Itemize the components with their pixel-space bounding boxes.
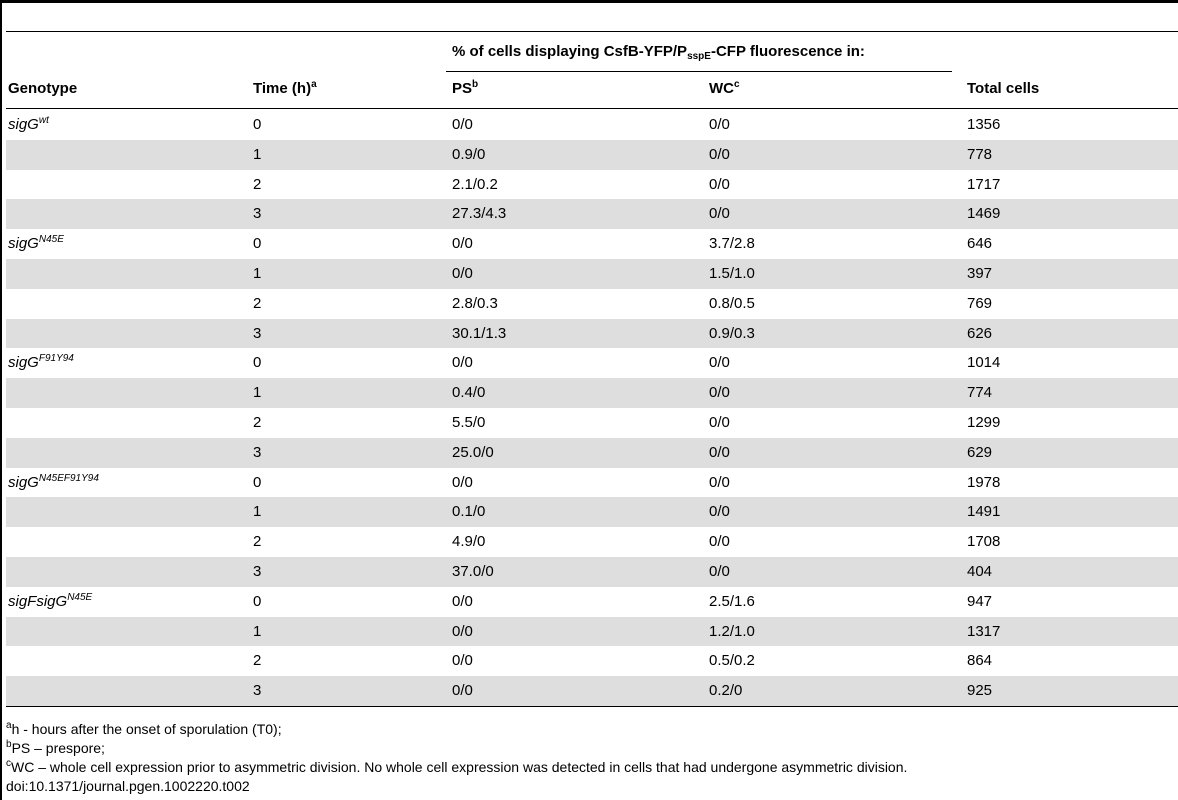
table-row bbox=[6, 289, 1178, 319]
time-cell: 1 bbox=[253, 145, 262, 163]
table-row bbox=[6, 170, 1178, 200]
genotype-sup: N45E bbox=[67, 591, 93, 603]
column-group-header bbox=[452, 43, 865, 61]
table-row bbox=[6, 438, 1178, 468]
genotype-base: sigG bbox=[8, 473, 39, 491]
genotype-cell bbox=[8, 235, 64, 253]
time-cell: 2 bbox=[253, 175, 262, 193]
ps-cell: 0/0 bbox=[452, 235, 473, 253]
ps-cell: 0/0 bbox=[452, 264, 473, 282]
footnotes bbox=[6, 720, 907, 796]
ps-cell: 0/0 bbox=[452, 682, 473, 700]
table-row bbox=[6, 259, 1178, 289]
time-cell: 2 bbox=[253, 294, 262, 312]
total-cell: 1978 bbox=[967, 473, 1001, 491]
table-bottom-rule bbox=[6, 706, 1178, 707]
footnote-mark: a bbox=[6, 720, 12, 731]
total-cell: 404 bbox=[967, 562, 993, 580]
genotype-base: sigG bbox=[8, 116, 39, 133]
total-cell: 397 bbox=[967, 264, 993, 282]
table-row bbox=[6, 468, 1178, 498]
header-bottom-rule bbox=[6, 108, 1178, 109]
total-cell: 1299 bbox=[967, 413, 1001, 431]
header-total: Total cells bbox=[967, 80, 1040, 97]
ps-cell: 0.9/0 bbox=[452, 145, 486, 163]
footnote-text: PS – prespore; bbox=[11, 740, 105, 756]
spanner-rule bbox=[446, 71, 952, 72]
time-cell: 1 bbox=[253, 384, 262, 402]
total-cell: 947 bbox=[967, 592, 993, 610]
genotype-cell bbox=[8, 593, 92, 611]
wc-cell: 0.8/0.5 bbox=[709, 294, 755, 312]
wc-cell: 0/0 bbox=[709, 145, 730, 163]
spanner-prefix: % of cells displaying CsfB-YFP/P bbox=[452, 43, 688, 60]
ps-cell: 37.0/0 bbox=[452, 562, 494, 580]
header-top-rule bbox=[6, 31, 1178, 32]
wc-cell: 2.5/1.6 bbox=[709, 592, 755, 610]
wc-cell: 0/0 bbox=[709, 205, 730, 223]
table-body bbox=[6, 110, 1178, 706]
total-cell: 778 bbox=[967, 145, 993, 163]
doi-text: doi:10.1371/journal.pgen.1002220.t002 bbox=[6, 778, 250, 794]
spanner-subscript: sspE bbox=[687, 51, 711, 62]
total-cell: 646 bbox=[967, 235, 993, 253]
total-cell: 864 bbox=[967, 652, 993, 670]
wc-cell: 0.5/0.2 bbox=[709, 652, 755, 670]
wc-cell: 0/0 bbox=[709, 533, 730, 551]
ps-cell: 0.1/0 bbox=[452, 503, 486, 521]
genotype-base: sigG bbox=[8, 354, 39, 372]
time-cell: 0 bbox=[253, 235, 262, 253]
ps-cell: 27.3/4.3 bbox=[452, 205, 507, 223]
table-row bbox=[6, 587, 1178, 617]
genotype-cell bbox=[8, 116, 49, 134]
header-genotype: Genotype bbox=[8, 80, 78, 97]
time-cell: 3 bbox=[253, 205, 262, 223]
wc-cell: 3.7/2.8 bbox=[709, 235, 755, 253]
footnote-text: h - hours after the onset of sporulation (T0); bbox=[11, 721, 282, 737]
ps-cell: 0/0 bbox=[452, 622, 473, 640]
wc-cell: 1.5/1.0 bbox=[709, 264, 755, 282]
table-row bbox=[6, 229, 1178, 259]
total-cell: 1717 bbox=[967, 175, 1001, 193]
genotype-sup: wt bbox=[38, 115, 49, 126]
time-cell: 3 bbox=[253, 562, 262, 580]
header-wc-label: WC bbox=[709, 80, 734, 97]
table-row bbox=[6, 676, 1178, 706]
ps-cell: 0/0 bbox=[452, 116, 473, 133]
time-cell: 3 bbox=[253, 443, 262, 461]
genotype-sup: F91Y94 bbox=[38, 353, 74, 365]
time-cell: 0 bbox=[253, 473, 262, 491]
wc-cell: 0/0 bbox=[709, 443, 730, 461]
table-row bbox=[6, 199, 1178, 229]
header-ps bbox=[452, 80, 478, 98]
total-cell: 774 bbox=[967, 384, 993, 402]
wc-cell: 0/0 bbox=[709, 354, 730, 372]
time-cell: 2 bbox=[253, 533, 262, 551]
ps-cell: 0/0 bbox=[452, 473, 473, 491]
genotype-sup: N45EF91Y94 bbox=[38, 472, 99, 484]
wc-cell: 0.9/0.3 bbox=[709, 324, 755, 342]
header-ps-sup: b bbox=[472, 79, 479, 90]
total-cell: 769 bbox=[967, 294, 993, 312]
time-cell: 0 bbox=[253, 592, 262, 610]
ps-cell: 0/0 bbox=[452, 652, 473, 670]
wc-cell: 0/0 bbox=[709, 473, 730, 491]
table-row bbox=[6, 348, 1178, 378]
ps-cell: 30.1/1.3 bbox=[452, 324, 507, 342]
wc-cell: 0/0 bbox=[709, 384, 730, 402]
total-cell: 629 bbox=[967, 443, 993, 461]
time-cell: 3 bbox=[253, 324, 262, 342]
genotype-cell bbox=[8, 474, 99, 492]
table-row bbox=[6, 527, 1178, 557]
total-cell: 1014 bbox=[967, 354, 1001, 372]
genotype-sup: N45E bbox=[38, 234, 64, 246]
wc-cell: 0/0 bbox=[709, 562, 730, 580]
wc-cell: 0/0 bbox=[709, 175, 730, 193]
ps-cell: 0.4/0 bbox=[452, 384, 486, 402]
page-left-border bbox=[0, 0, 2, 800]
total-cell: 1317 bbox=[967, 622, 1001, 640]
table-row bbox=[6, 557, 1178, 587]
total-cell: 1469 bbox=[967, 205, 1001, 223]
table-row bbox=[6, 110, 1178, 140]
time-cell: 1 bbox=[253, 264, 262, 282]
table-row bbox=[6, 617, 1178, 647]
spanner-suffix: -CFP fluorescence in: bbox=[710, 43, 865, 60]
genotype-base: sigG bbox=[8, 235, 39, 253]
time-cell: 0 bbox=[253, 354, 262, 372]
ps-cell: 4.9/0 bbox=[452, 533, 486, 551]
total-cell: 626 bbox=[967, 324, 993, 342]
wc-cell: 0/0 bbox=[709, 503, 730, 521]
genotype-cell bbox=[8, 354, 74, 372]
table-row bbox=[6, 408, 1178, 438]
total-cell: 1491 bbox=[967, 503, 1001, 521]
wc-cell: 0.2/0 bbox=[709, 682, 743, 700]
genotype-base: sigFsigG bbox=[8, 592, 68, 610]
table-row bbox=[6, 378, 1178, 408]
time-cell: 2 bbox=[253, 413, 262, 431]
ps-cell: 0/0 bbox=[452, 592, 473, 610]
ps-cell: 0/0 bbox=[452, 354, 473, 372]
total-cell: 1356 bbox=[967, 116, 1001, 133]
table-row bbox=[6, 497, 1178, 527]
time-cell: 1 bbox=[253, 622, 262, 640]
footnote-mark: c bbox=[6, 758, 11, 769]
ps-cell: 5.5/0 bbox=[452, 413, 486, 431]
ps-cell: 2.1/0.2 bbox=[452, 175, 498, 193]
total-cell: 925 bbox=[967, 682, 993, 700]
header-wc bbox=[709, 80, 740, 98]
total-cell: 1708 bbox=[967, 533, 1001, 551]
wc-cell: 1.2/1.0 bbox=[709, 622, 755, 640]
footnote-text: WC – whole cell expression prior to asymmetric division. No whole cell expression was detected in cells that had undergone asymmetric division. bbox=[11, 759, 908, 775]
time-cell: 3 bbox=[253, 682, 262, 700]
time-cell: 2 bbox=[253, 652, 262, 670]
table-row bbox=[6, 646, 1178, 676]
table-row bbox=[6, 319, 1178, 349]
wc-cell: 0/0 bbox=[709, 116, 730, 133]
ps-cell: 2.8/0.3 bbox=[452, 294, 498, 312]
header-ps-label: PS bbox=[452, 80, 473, 97]
header-time-label: Time (h) bbox=[253, 80, 312, 97]
footnote-c bbox=[6, 758, 907, 777]
table-top-rule bbox=[0, 0, 1178, 3]
table-row bbox=[6, 140, 1178, 170]
footnote-a bbox=[6, 720, 907, 739]
time-cell: 0 bbox=[253, 116, 262, 133]
header-time bbox=[253, 80, 317, 98]
time-cell: 1 bbox=[253, 503, 262, 521]
footnote-mark: b bbox=[6, 739, 12, 750]
ps-cell: 25.0/0 bbox=[452, 443, 494, 461]
header-time-sup: a bbox=[311, 79, 317, 90]
wc-cell: 0/0 bbox=[709, 413, 730, 431]
header-wc-sup: c bbox=[734, 79, 740, 90]
footnote-b bbox=[6, 739, 907, 758]
